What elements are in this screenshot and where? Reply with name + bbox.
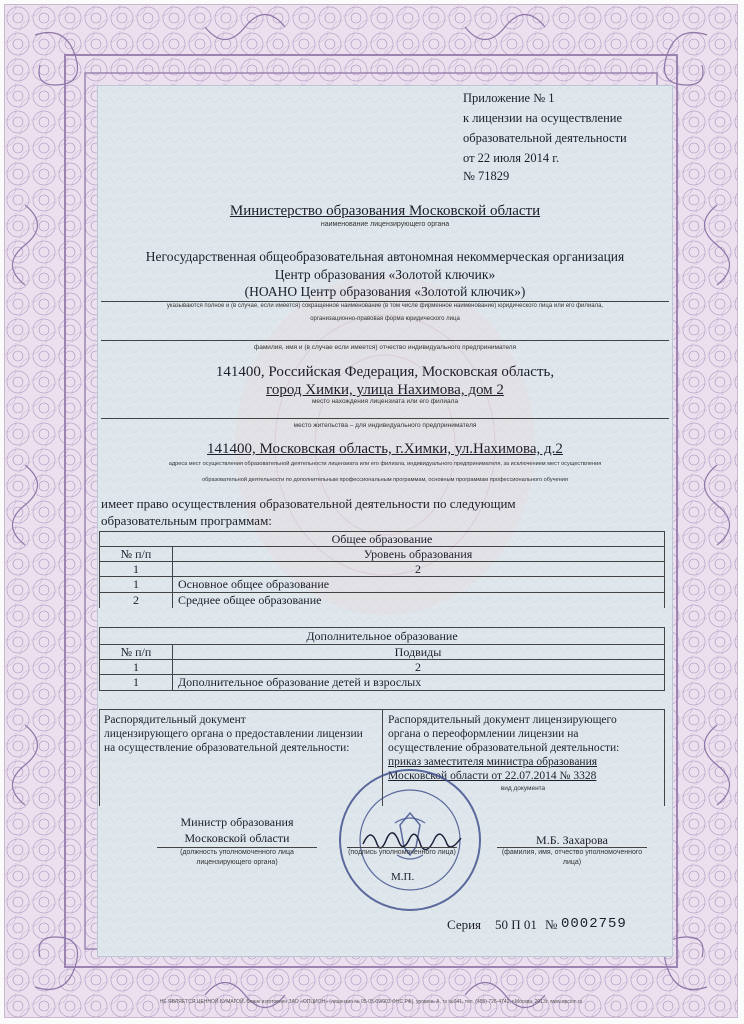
appendix-date: от 22 июля 2014 г. (463, 151, 560, 165)
reissue-doc-line2: органа о переоформлении лицензии на (388, 728, 579, 740)
col-index-1: 1 (133, 660, 139, 674)
signature-caption: (подпись уполномоченного лица) (348, 849, 456, 856)
table-row-program: Среднее общее образование (178, 593, 322, 607)
col-index-2: 2 (415, 562, 421, 576)
series-code: 50 П 01 (495, 917, 537, 932)
authority-caption: наименование лицензирующего органа (320, 221, 450, 228)
entrepreneur-caption: фамилия, имя и (в случае если имеется) отчество индивидуального предпринимателя (253, 344, 517, 351)
activity-address-caption1: адреса мест осуществления образовательной деятельности лицензиата или его филиала, индивидуального предпринимателя, за исключением мест осуществления (168, 461, 602, 467)
general-education-table (99, 531, 665, 608)
table-row-number: 2 (133, 593, 139, 607)
number-label: № (545, 917, 558, 932)
appendix-license-ref: к лицензии на осуществление (463, 111, 622, 125)
grant-doc-line1: Распорядительный документ (104, 714, 246, 726)
printer-imprint: НЕ ЯВЛЯЕТСЯ ЦЕННОЙ БУМАГОЙ. Бланк изготовлен ЗАО «ОПЦИОН» (лицензия № 05-05-09/003 ФНС РФ), уровень А, тз №041, тел. (495) 726-4742, г.Москва, 2013г. www.opcion.ru (159, 999, 583, 1005)
location-line1: 141400, Российская Федерация, Московская область, (215, 364, 555, 380)
reissue-order: приказ заместителя министра образования (388, 756, 598, 768)
license-sheet (4, 4, 738, 1018)
grant-doc-line3: на осуществление образовательной деятельности: (104, 742, 350, 754)
col-subtype-header: Подвиды (394, 645, 442, 659)
table-row-program: Дополнительное образование детей и взрослых (178, 675, 422, 689)
licensing-authority: Министерство образования Московской области (229, 203, 541, 219)
divider (101, 340, 669, 341)
residence-caption: место жительства – для индивидуального предпринимателя (293, 422, 477, 429)
appendix-license-number: № 71829 (463, 169, 510, 183)
additional-education-table (99, 627, 665, 691)
rights-line1: имеет право осуществления образовательной деятельности по следующим (101, 496, 516, 511)
activity-address-caption2: образовательной деятельности по дополнительным профессиональным программам, основным программам профессионального обучения (202, 477, 568, 483)
table-row-program: Основное общее образование (178, 577, 330, 591)
location-line2: город Химки, улица Нахимова, дом 2 (266, 382, 504, 398)
organization-caption1: указываются полное и (в случае, если имеется) сокращенное наименование (в том числе фирменное наименование) юридического лица или его филиала, (166, 303, 604, 309)
table-title: Общее образование (331, 532, 433, 546)
table-row-number: 1 (133, 675, 139, 689)
table-title: Дополнительное образование (306, 629, 458, 643)
signatory-position-line1: Министр образования (180, 815, 294, 829)
name-caption1: (фамилия, имя, отчество уполномоченного (501, 849, 643, 856)
signatory-position-line2: Московской области (184, 831, 290, 845)
name-caption2: лица) (562, 859, 582, 866)
series-label: Серия (447, 917, 482, 932)
appendix-activity: образовательной деятельности (463, 131, 627, 145)
table-row-number: 1 (133, 577, 139, 591)
rights-line2: образовательным программам: (101, 513, 272, 528)
organization-name-line2: Центр образования «Золотой ключик» (274, 267, 496, 282)
organization-short-name: (НОАНО Центр образования «Золотой ключик») (244, 284, 526, 299)
col-index-2: 2 (415, 660, 421, 674)
reissue-order-date: Московской области от 22.07.2014 № 3328 (388, 770, 597, 782)
document-body (97, 85, 673, 957)
location-caption: место нахождения лицензиата или его филиала (311, 398, 459, 405)
divider (101, 301, 669, 302)
doc-type-caption: вид документа (500, 785, 546, 792)
col-number-header: № п/п (120, 547, 152, 561)
divider (347, 847, 457, 848)
seal-place-mark: М.П. (391, 871, 415, 883)
grant-doc-line2: лицензирующего органа о предоставлении лицензии (104, 728, 363, 740)
divider (157, 847, 317, 848)
col-level-header: Уровень образования (363, 547, 473, 561)
reissue-doc-line3: осуществление образовательной деятельности: (388, 742, 620, 754)
divider (101, 418, 669, 419)
col-index-1: 1 (133, 562, 139, 576)
appendix-number: Приложение № 1 (463, 91, 555, 105)
position-caption1: (должность уполномоченного лица (180, 849, 294, 856)
form-number: 0002759 (561, 916, 627, 932)
divider (497, 847, 647, 848)
organization-name-line1: Негосударственная общеобразовательная автономная некоммерческая организация (145, 249, 625, 264)
organization-caption2: организационно-правовая форма юридического лица (310, 316, 460, 322)
signatory-name: М.Б. Захарова (536, 833, 608, 847)
position-caption2: лицензирующего органа) (196, 859, 278, 866)
reissue-doc-line1: Распорядительный документ лицензирующего (388, 714, 617, 726)
activity-address: 141400, Московская область, г.Химки, ул.Нахимова, д.2 (207, 441, 563, 457)
col-number-header: № п/п (120, 645, 152, 659)
